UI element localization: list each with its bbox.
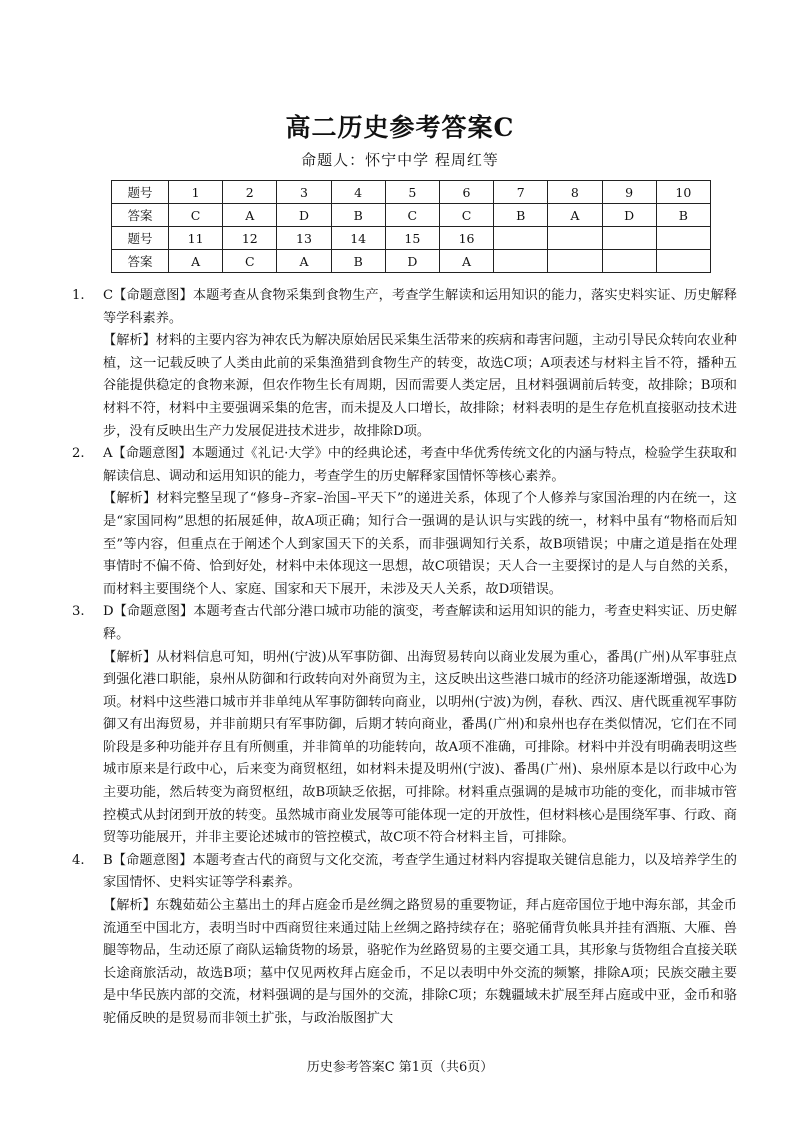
answer-cell: 12 — [223, 227, 277, 250]
question-number: 3. — [72, 604, 85, 620]
intent-paragraph: B【命题意图】本题考查古代的商贸与文化交流，考查学生通过材料内容提取关键信息能力，以及培养学生的家国情怀、史料实证等学科素养。 — [103, 852, 737, 891]
table-row — [112, 250, 711, 273]
answer-cell: A — [223, 204, 277, 227]
answer-cell: B — [656, 204, 710, 227]
row-header-cell: 题号 — [112, 227, 169, 250]
answer-cell: D — [602, 204, 656, 227]
answer-cell: 6 — [439, 181, 493, 204]
answer-cell: 16 — [439, 227, 493, 250]
answer-cell: 1 — [169, 181, 223, 204]
question-item — [72, 850, 737, 1031]
answer-cell: A — [548, 204, 602, 227]
intent-paragraph: D【命题意图】本题考查古代部分港口城市功能的演变，考查解读和运用知识的能力，考查史料实证、历史解释。 — [103, 604, 737, 642]
answer-cell: 10 — [656, 181, 710, 204]
row-header-cell: 答案 — [112, 204, 169, 227]
table-row — [112, 227, 711, 250]
page-subtitle: 命题人：怀宁中学 程周红等 — [301, 151, 499, 169]
answer-cell: 9 — [602, 181, 656, 204]
answer-cell: 8 — [548, 181, 602, 204]
answer-cell: 4 — [331, 181, 385, 204]
question-item — [72, 443, 737, 601]
answer-cell: A — [277, 250, 331, 273]
answer-cell: B — [494, 204, 548, 227]
answer-cell: D — [277, 204, 331, 227]
answer-cell: A — [439, 250, 493, 273]
page-footer: 历史参考答案C 第1页（共6页） — [306, 1060, 494, 1075]
answer-cell: B — [331, 250, 385, 273]
answer-cell — [548, 250, 602, 273]
answer-cell: C — [385, 204, 439, 227]
answer-cell — [656, 250, 710, 273]
analysis-paragraph: 【解析】材料完整呈现了“修身–齐家–治国–平天下”的递进关系，体现了个人修养与家国治理的内在统一，这是“家国同构”思想的拓展延伸，故A项正确；知行合一强调的是认识与实践的统一，材料中虽有“物格而后知至”等内容，但重点在于阐述个人到家国天下的关系，而非强调知行关系，故B项错误；中庸之道是指在处理事情时不偏不倚、恰到好处，材料中未体现这一思想，故C项错误；天人合一主要探讨的是人与自然的关系，而材料主要围绕个人、家庭、国家和天下展开，未涉及天人关系，故D项错误。 — [103, 491, 737, 597]
question-item — [72, 285, 737, 443]
analysis-paragraph: 【解析】材料的主要内容为神农氏为解决原始居民采集生活带来的疾病和毒害问题，主动引导民众转向农业种植，这一记载反映了人类由此前的采集渔猎到食物生产的转变，故选C项；A项表述与材料主旨不符，播种五谷能提供稳定的食物来源，但农作物生长有周期，因而需要人类定居，且材料强调前后转变，故排除；B项和材料不符，材料中主要强调采集的危害，而未提及人口增长，故排除；材料表明的是生存危机直接驱动技术进步，没有反映出生产力发展促进技术进步，故排除D项。 — [103, 333, 737, 439]
intent-paragraph: A【命题意图】本题通过《礼记·大学》中的经典论述，考查中华优秀传统文化的内涵与特点，检验学生获取和解读信息、调动和运用知识的能力，考查学生的历史解释家国情怀等核心素养。 — [103, 446, 737, 484]
answer-cell: 2 — [223, 181, 277, 204]
answer-cell: 7 — [494, 181, 548, 204]
question-number: 1. — [72, 288, 85, 303]
answer-cell: C — [169, 204, 223, 227]
answer-cell: 11 — [169, 227, 223, 250]
answer-cell — [548, 227, 602, 250]
analysis-paragraph: 【解析】东魏茹茹公主墓出土的拜占庭金币是丝绸之路贸易的重要物证，拜占庭帝国位于地中海东部，其金币流通至中国北方，表明当时中西商贸往来通过陆上丝绸之路持续存在；骆驼俑背负帐具并挂有酒瓶、大雁、兽腿等物品，生动还原了商队运输货物的场景，骆驼作为丝路贸易的主要交通工具，其形象与货物组合直接关联长途商旅活动，故选B项；墓中仅见两枚拜占庭金币，不足以表明中外交流的频繁，排除A项；民族交融主要是中华民族内部的交流，材料强调的是与国外的交流，排除C项；东魏疆域未扩展至拜占庭或中亚，金币和骆驼俑反映的是贸易而非领土扩张，与政治版图扩大 — [103, 898, 737, 1026]
answer-table — [111, 180, 711, 273]
answer-cell: C — [439, 204, 493, 227]
question-number: 2. — [72, 446, 85, 462]
question-explanations — [72, 285, 737, 1031]
question-number: 4. — [72, 852, 85, 868]
row-header-cell: 答案 — [112, 250, 169, 273]
answer-cell: 5 — [385, 181, 439, 204]
answer-cell: C — [223, 250, 277, 273]
intent-paragraph: C【命题意图】本题考查从食物采集到食物生产，考查学生解读和运用知识的能力，落实史料实证、历史解释等学科素养。 — [103, 288, 737, 326]
row-header-cell: 题号 — [112, 181, 169, 204]
page-title: 高二历史参考答案C — [285, 113, 515, 142]
answer-cell: 15 — [385, 227, 439, 250]
answer-cell — [602, 250, 656, 273]
table-row — [112, 181, 711, 204]
question-item — [72, 601, 737, 850]
answer-cell: A — [169, 250, 223, 273]
answer-table-body — [112, 181, 711, 273]
answer-cell — [602, 227, 656, 250]
answer-cell — [494, 250, 548, 273]
answer-cell: 14 — [331, 227, 385, 250]
answer-cell — [494, 227, 548, 250]
analysis-paragraph: 【解析】从材料信息可知，明州(宁波)从军事防御、出海贸易转向以商业发展为重心，番禺(广州)从军事驻点到强化港口职能，泉州从防御和行政转向对外商贸为主，这反映出这些港口城市的经济功能逐渐增强，故选D项。材料中这些港口城市并非单纯从军事防御转向商业，以明州(宁波)为例，春秋、西汉、唐代既重视军事防御又有出海贸易，并非前期只有军事防御，后期才转向商业，番禺(广州)和泉州也存在类似情况，它们在不同阶段是多种功能并存且有所侧重，并非简单的功能转向，故A项不准确，可排除。材料中并没有明确表明这些城市原来是行政中心，后来变为商贸枢纽，如材料未提及明州(宁波)、番禺(广州)、泉州原本是以行政中心为主要功能，然后转变为商贸枢纽，故B项缺乏依据，可排除。材料重点强调的是城市功能的变化，而非城市管控模式从封闭到开放的转变。虽然城市商业发展等可能体现一定的开放性，但材料核心是围绕军事、行政、商贸等功能展开，并非主要论述城市的管控模式，故C项不符合材料主旨，可排除。 — [103, 649, 737, 846]
answer-cell: 13 — [277, 227, 331, 250]
table-row — [112, 204, 711, 227]
answer-cell: 3 — [277, 181, 331, 204]
answer-cell: D — [385, 250, 439, 273]
answer-cell: B — [331, 204, 385, 227]
answer-cell — [656, 227, 710, 250]
